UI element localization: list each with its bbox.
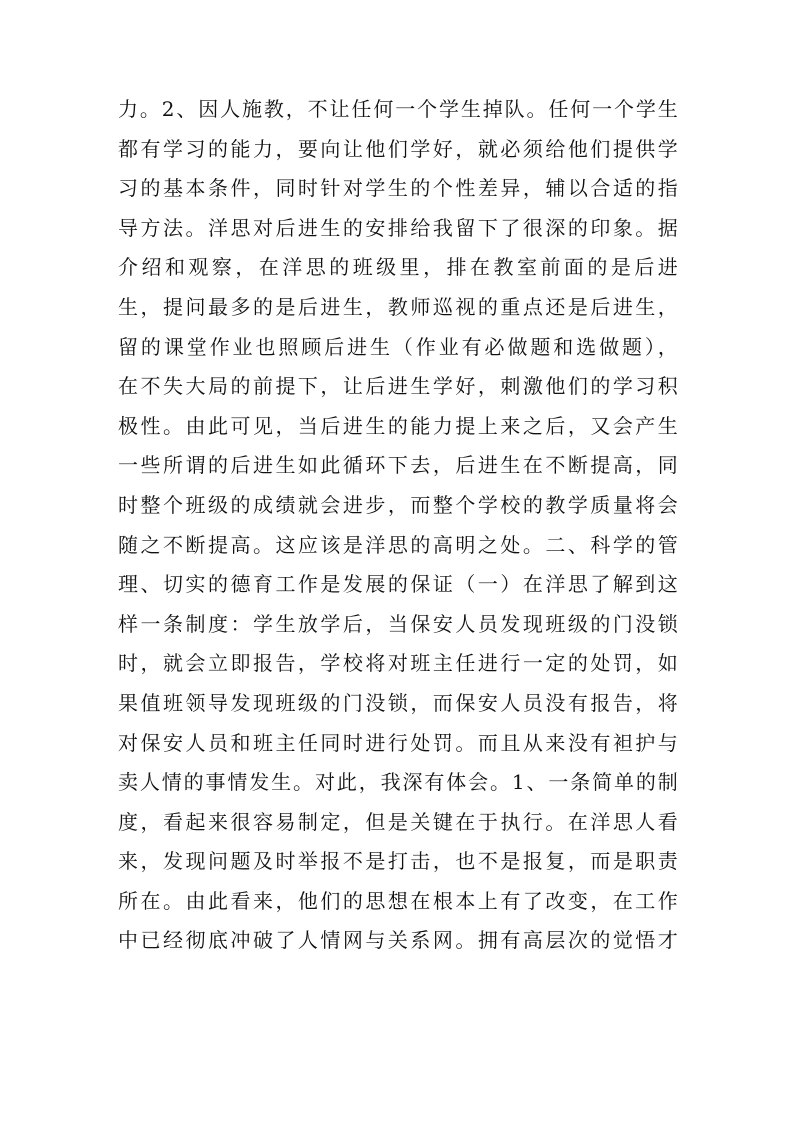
text-line: 留的课堂作业也照顾后进生（作业有必做题和选做题），: [118, 334, 678, 359]
text-line: 时，就会立即报告，学校将对班主任进行一定的处罚，如: [118, 651, 678, 676]
text-line: 度，看起来很容易制定，但是关键在于执行。在洋思人看: [118, 809, 678, 834]
text-line: 习的基本条件，同时针对学生的个性差异，辅以合适的指: [118, 176, 678, 201]
text-line: 介绍和观察，在洋思的班级里，排在教室前面的是后进: [118, 255, 678, 280]
text-line: 卖人情的事情发生。对此，我深有体会。1、一条简单的制: [118, 770, 678, 795]
text-line: 随之不断提高。这应该是洋思的高明之处。二、科学的管: [118, 532, 678, 557]
text-line: 所在。由此看来，他们的思想在根本上有了改变，在工作: [118, 888, 678, 913]
text-line: 时整个班级的成绩就会进步，而整个学校的教学质量将会: [118, 492, 678, 517]
text-line: 理、切实的德育工作是发展的保证（一）在洋思了解到这: [118, 572, 678, 597]
text-line: 对保安人员和班主任同时进行处罚。而且从来没有袒护与: [118, 730, 678, 755]
text-line: 导方法。洋思对后进生的安排给我留下了很深的印象。据: [118, 215, 678, 240]
text-line: 生，提问最多的是后进生，教师巡视的重点还是后进生，: [118, 294, 678, 319]
text-line: 一些所谓的后进生如此循环下去，后进生在不断提高，同: [118, 453, 678, 478]
text-line: 都有学习的能力，要向让他们学好，就必须给他们提供学: [118, 136, 678, 161]
body-text: [118, 90, 678, 961]
text-line: 来，发现问题及时举报不是打击，也不是报复，而是职责: [118, 849, 678, 874]
text-line: 样一条制度：学生放学后，当保安人员发现班级的门没锁: [118, 611, 678, 636]
text-line: 力。2、因人施教，不让任何一个学生掉队。任何一个学生: [118, 97, 678, 121]
text-line: 中已经彻底冲破了人情网与关系网。拥有高层次的觉悟才: [118, 928, 678, 953]
text-line: 极性。由此可见，当后进生的能力提上来之后，又会产生: [118, 413, 678, 438]
text-line: 在不失大局的前提下，让后进生学好，刺激他们的学习积: [118, 374, 678, 399]
text-line: 果值班领导发现班级的门没锁，而保安人员没有报告，将: [118, 690, 678, 715]
